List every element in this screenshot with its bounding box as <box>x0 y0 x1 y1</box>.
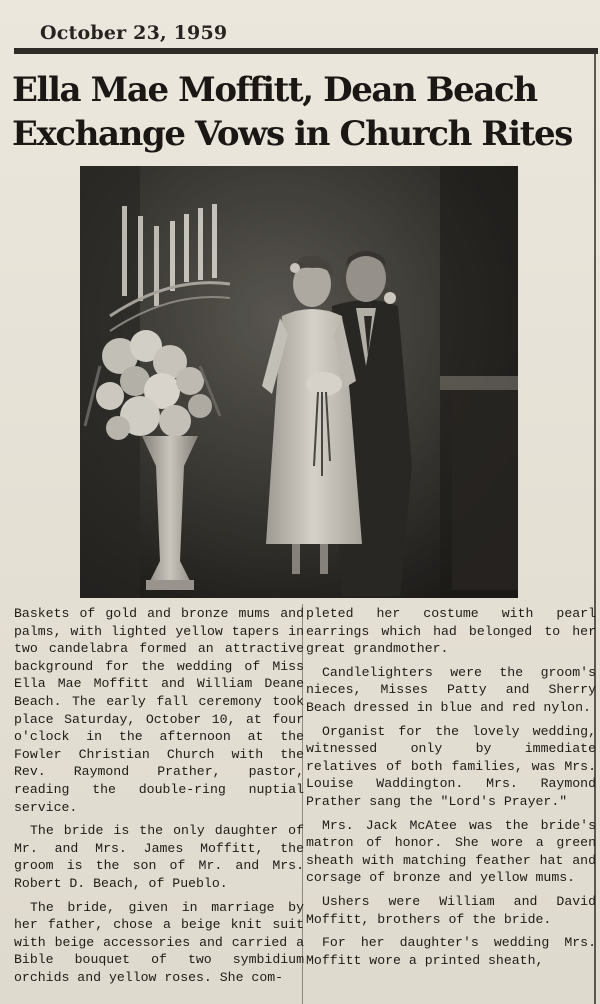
paragraph-mother-attire: For her daughter's wedding Mrs. Moffitt wore a printed sheath, <box>306 935 596 968</box>
headline-line-1: Ella Mae Moffitt, Dean Beach <box>12 70 537 110</box>
article-column-right <box>306 605 596 975</box>
paragraph-setting: Baskets of gold and bronze mums and palms, with lighted yellow tapers in two candelabra formed an attractive background for the wedding of Miss Ella Mae Moffitt and William Deane Beach. The early fall ceremony took place Saturday, October 10, at four o'clock in the afternoon at the Fowler Christian Church with the Rev. Raymond Prather, pastor, reading the double-ring nuptial service. <box>14 606 304 815</box>
wedding-photo-illustration <box>80 166 518 598</box>
paragraph-ushers: Ushers were William and David Moffitt, brothers of the bride. <box>306 893 596 927</box>
paragraph-organist: Organist for the lovely wedding, witnessed only by immediate relatives of both families, was Mrs. Louise Waddington. Mrs. Raymond Prather sang the "Lord's Prayer." <box>306 723 596 809</box>
article-headline <box>12 68 572 156</box>
paragraph-continued: pleted her costume with pearl earrings which had belonged to her great grandmother. <box>306 606 596 657</box>
headline-line-2: Exchange Vows in Church Rites <box>12 114 572 154</box>
article-column-left <box>14 605 304 992</box>
wedding-photo <box>80 166 518 598</box>
paragraph-matron-of-honor: Mrs. Jack McAtee was the bride's matron of honor. She wore a green sheath with matching feather hat and corsage of bronze and yellow mums. <box>306 817 596 886</box>
paragraph-candlelighters: Candlelighters were the groom's nieces, Misses Patty and Sherry Beach dressed in blue and red nylon. <box>306 664 596 715</box>
header-rule <box>14 48 598 54</box>
paragraph-bride-attire: The bride, given in marriage by her father, chose a beige knit suit with beige accessories and carried a Bible bouquet of two symbidium orchids and yellow roses. She com- <box>14 899 304 985</box>
paragraph-parents: The bride is the only daughter of Mr. and Mrs. James Moffitt, the groom is the son of Mr. and Mrs. Robert D. Beach, of Pueblo. <box>14 823 304 891</box>
publication-date: October 23, 1959 <box>40 22 228 44</box>
